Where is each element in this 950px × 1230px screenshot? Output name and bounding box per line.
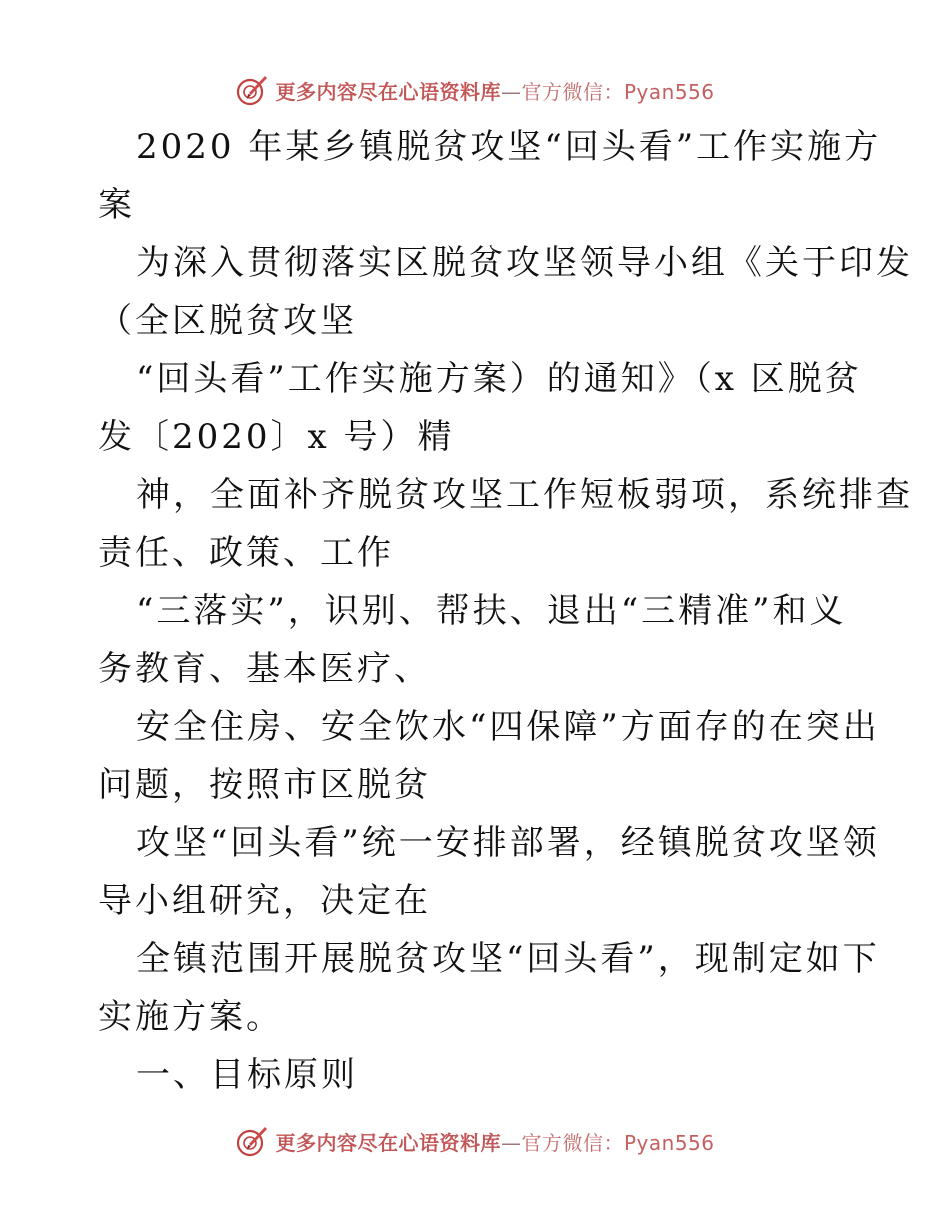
paragraph-line: 2020 年某乡镇脱贫攻坚“回头看”工作实施方: [136, 127, 882, 167]
watermark-dash: —: [500, 1130, 522, 1155]
paragraph-line: 神，全面补齐脱贫攻坚工作短板弱项，系统排查: [136, 475, 913, 515]
paragraph-line: 问题，按照市区脱贫: [98, 765, 431, 805]
paragraph-line: 为深入贯彻落实区脱贫攻坚领导小组《关于印发: [136, 243, 913, 283]
watermark-wechat-label: 官方微信：: [521, 1130, 624, 1155]
watermark-dash: —: [500, 79, 522, 104]
quill-logo-icon: [235, 1124, 269, 1158]
paragraph-line: 一、目标原则: [136, 1055, 358, 1095]
watermark-brand: 更多内容尽在心语资料库: [275, 1130, 501, 1155]
paragraph-line: 全镇范围开展脱贫攻坚“回头看”，现制定如下: [136, 939, 880, 979]
watermark-wechat-id: Pyan556: [623, 79, 715, 104]
footer-watermark: [0, 1121, 950, 1161]
watermark-text: [275, 1127, 714, 1156]
watermark-brand: 更多内容尽在心语资料库: [275, 79, 501, 104]
paragraph-line: “回头看”工作实施方案）的通知》（x 区脱贫: [136, 359, 862, 399]
paragraph-line: （全区脱贫攻坚: [98, 301, 357, 341]
paragraph-line: 案: [98, 185, 135, 225]
quill-logo-icon: [235, 73, 269, 107]
paragraph-line: 攻坚“回头看”统一安排部署，经镇脱贫攻坚领: [136, 823, 880, 863]
paragraph-line: 导小组研究，决定在: [98, 881, 431, 921]
document-body: [98, 118, 913, 1104]
watermark-wechat-label: 官方微信：: [521, 79, 624, 104]
paragraph-line: 发〔2020〕x 号）精: [98, 417, 455, 457]
watermark-text: [275, 76, 714, 105]
paragraph-line: 责任、政策、工作: [98, 533, 394, 573]
paragraph-line: “三落实”，识别、帮扶、退出“三精准”和义: [136, 591, 847, 631]
header-watermark: [0, 70, 950, 110]
watermark-wechat-id: Pyan556: [623, 1130, 715, 1155]
paragraph-line: 安全住房、安全饮水“四保障”方面存的在突出: [136, 707, 880, 747]
paragraph-line: 务教育、基本医疗、: [98, 649, 431, 689]
paragraph-line: 实施方案。: [98, 997, 283, 1037]
